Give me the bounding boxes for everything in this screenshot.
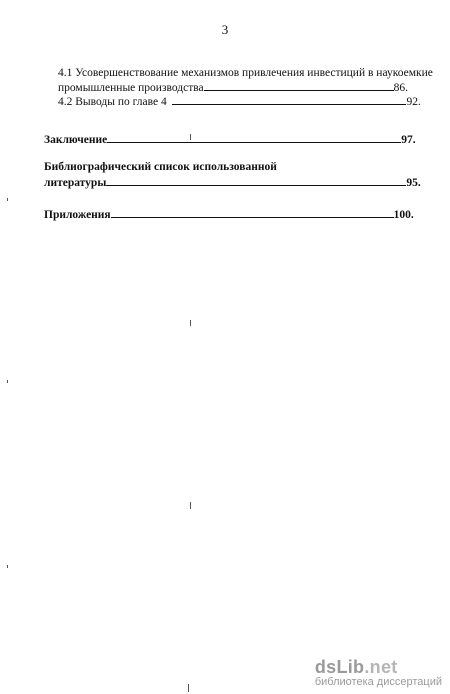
scan-speck bbox=[7, 565, 8, 568]
toc-conclusion-page: 97. bbox=[401, 134, 416, 146]
toc-bibliography-line2 bbox=[44, 175, 421, 190]
toc-item-4-2-page: 92. bbox=[406, 96, 421, 108]
toc-item-4-1-page: 86. bbox=[393, 82, 409, 94]
toc-bibliography-line1: Библиографический список использованной bbox=[44, 161, 277, 173]
toc-item-4-1-label: промышленные производства bbox=[58, 82, 204, 94]
scan-speck bbox=[190, 134, 191, 140]
scan-speck bbox=[7, 198, 8, 201]
toc-bibliography-page: 95. bbox=[406, 177, 421, 189]
watermark-logo-main: dsLib bbox=[314, 657, 365, 677]
watermark bbox=[315, 657, 442, 688]
toc-conclusion-label: Заключение bbox=[44, 134, 108, 146]
scan-speck bbox=[190, 320, 191, 326]
watermark-logo-tld: .net bbox=[364, 657, 398, 677]
toc-conclusion bbox=[44, 132, 416, 147]
scan-speck bbox=[7, 380, 8, 383]
leader-line bbox=[106, 175, 406, 186]
leader-line bbox=[172, 94, 406, 105]
toc-item-4-2 bbox=[58, 94, 421, 109]
toc-appendices bbox=[44, 207, 414, 222]
watermark-logo bbox=[315, 657, 442, 678]
page-number: 3 bbox=[221, 22, 229, 37]
scan-speck bbox=[190, 502, 191, 509]
leader-line bbox=[107, 132, 401, 143]
toc-appendices-label: Приложения bbox=[44, 209, 111, 221]
leader-line bbox=[111, 207, 394, 218]
watermark-subtitle: библиотека диссертаций bbox=[314, 676, 442, 688]
toc-appendices-page: 100. bbox=[393, 209, 414, 221]
toc-bibliography-label: литературы bbox=[44, 177, 107, 189]
scan-speck bbox=[188, 684, 189, 692]
toc-item-4-1-line2 bbox=[58, 80, 408, 95]
toc-item-4-2-label: 4.2 Выводы по главе 4 bbox=[58, 96, 167, 108]
leader-line bbox=[204, 80, 394, 91]
toc-item-4-1-line1: 4.1 Усовершенствование механизмов привлечения инвестиций в наукоемкие bbox=[58, 67, 433, 79]
